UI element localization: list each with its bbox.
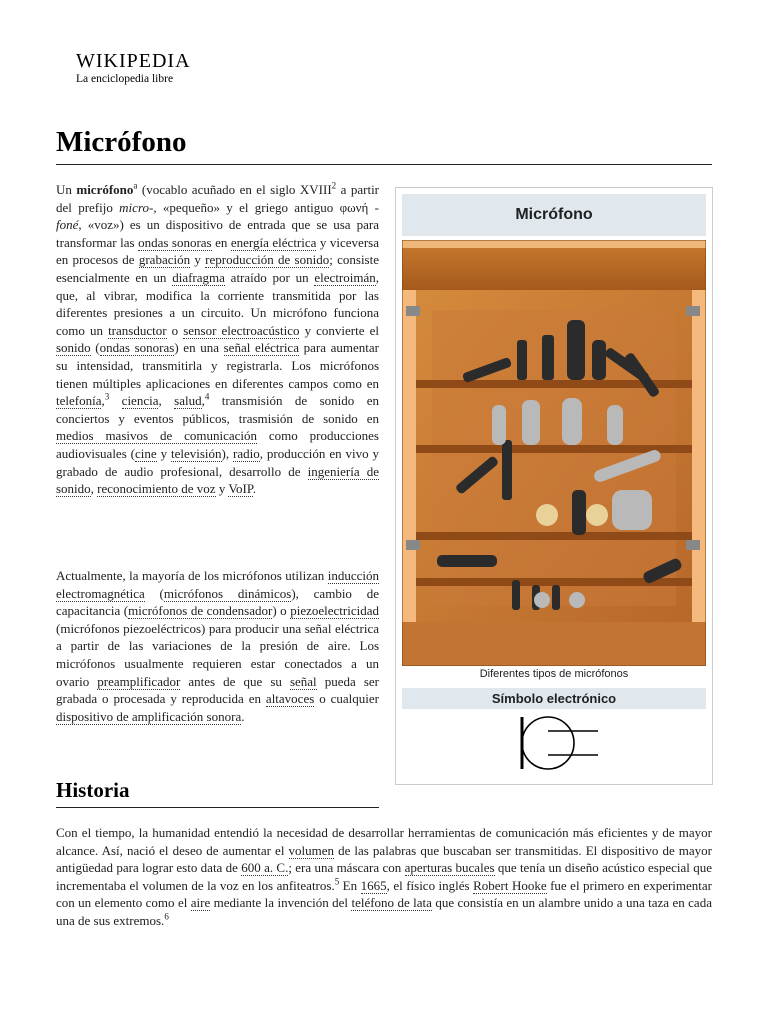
text-run: como producciones audiovisuales ( xyxy=(56,428,379,461)
article-link[interactable]: ciencia xyxy=(121,393,159,409)
article-link[interactable]: teléfono de lata xyxy=(351,895,432,911)
article-link[interactable]: aire xyxy=(190,895,211,911)
text-run: ; consiste esencialmente en un xyxy=(56,252,379,285)
text-run: o xyxy=(166,322,184,338)
infobox xyxy=(395,187,713,785)
article-link[interactable]: 1665 xyxy=(360,877,387,893)
article-link[interactable]: señal eléctrica xyxy=(223,340,299,356)
text-run: , xyxy=(90,481,98,497)
reference-marker[interactable]: 6 xyxy=(164,911,169,922)
text-run: Actualmente, la mayoría de los micrófonos utilizan xyxy=(56,568,328,583)
article-link[interactable]: micrófonos dinámicos xyxy=(163,585,292,601)
article-link[interactable]: televisión xyxy=(171,445,222,461)
article-link[interactable]: reconocimiento de voz xyxy=(97,481,216,497)
text-run: , el físico inglés xyxy=(386,877,474,893)
article-link[interactable]: radio xyxy=(233,445,260,461)
article-link[interactable]: señal xyxy=(289,673,317,689)
article-link[interactable]: sensor electroacústico xyxy=(183,322,300,338)
article-link[interactable]: telefonía xyxy=(56,393,102,409)
reference-marker[interactable]: 5 xyxy=(334,876,340,887)
article-link[interactable]: altavoces xyxy=(265,691,315,707)
text-run: , que, al vibrar, modifica la corriente transmitida por las diferentes presiones a un circuito. Un micrófono funciona como un xyxy=(56,269,379,338)
article-link[interactable]: medios masivos de comunicación xyxy=(56,428,258,444)
text-run: mediante la invención del xyxy=(210,895,352,911)
text-run: . xyxy=(241,708,245,724)
reference-marker[interactable]: 4 xyxy=(204,391,210,402)
image-caption: Diferentes tipos de micrófonos xyxy=(479,668,629,680)
microphones-photo-illustration xyxy=(402,240,706,666)
text-run: para aumentar su intensidad, transmitirla y registrarla. Los micrófonos tienen múltiples aplicaciones en diferentes campos como en xyxy=(56,340,379,391)
text-run: pueda ser grabada o procesada y reproducida en xyxy=(56,673,380,707)
article-link[interactable]: Robert Hooke xyxy=(473,877,547,893)
intro-paragraph-1 xyxy=(56,181,379,498)
article-link[interactable]: reproducción de sonido xyxy=(205,252,330,268)
article-link[interactable]: ondas sonoras xyxy=(138,234,212,250)
article-link[interactable]: volumen xyxy=(288,842,335,858)
article-link[interactable]: diafragma xyxy=(172,269,225,285)
text-run: a partir del prefijo xyxy=(56,182,380,215)
bold-term: micrófono xyxy=(76,182,134,197)
text-run: (vocablo acuñado en el siglo xyxy=(137,182,300,197)
text-run: fue el primero en experimentar con un elemento como el xyxy=(56,877,712,911)
reference-marker[interactable]: 3 xyxy=(104,391,110,402)
article-link[interactable]: VoIP xyxy=(228,481,253,497)
infobox-title: Micrófono xyxy=(402,194,706,236)
text-run: que consistía en un alambre unido a una taza en cada una de sus extremos. xyxy=(56,895,712,928)
text-run: XVIII xyxy=(299,182,332,197)
text-run: antes de que su xyxy=(180,673,290,689)
text-run: y xyxy=(156,445,171,461)
text-run: ), cambio de capacitancia ( xyxy=(56,585,379,619)
text-run: ( xyxy=(144,585,164,601)
infobox-subheading: Símbolo electrónico xyxy=(402,688,706,709)
italic-term: micro- xyxy=(119,199,154,215)
historia-paragraph xyxy=(56,824,712,930)
text-run: , xyxy=(201,393,205,409)
article-link[interactable]: energía eléctrica xyxy=(230,234,317,250)
text-run: atraído por un xyxy=(224,269,315,285)
text-run xyxy=(109,393,121,408)
article-link[interactable]: transductor xyxy=(108,322,167,338)
text-run: y xyxy=(190,252,206,268)
section-heading-historia: Historia xyxy=(56,778,130,802)
text-run: , xyxy=(158,393,175,409)
page-title: Micrófono xyxy=(56,126,187,158)
text-run: En xyxy=(339,877,361,893)
reference-marker[interactable]: a xyxy=(133,180,138,191)
microphones-cabinet-image[interactable] xyxy=(402,240,706,666)
article-link[interactable]: grabación xyxy=(138,252,191,268)
text-run: ( xyxy=(90,340,100,356)
text-run: en xyxy=(211,234,231,250)
wikipedia-logo[interactable] xyxy=(76,51,191,85)
article-link[interactable]: salud xyxy=(174,393,202,409)
text-run: y viceversa en procesos de xyxy=(56,234,379,268)
section-divider xyxy=(56,807,379,808)
text-run: (micrófonos piezoeléctricos) para producir una señal eléctrica a partir de las variaciones de la presión de aire. Los micrófonos usualmente requieren estar conectados a un ovario xyxy=(56,620,379,689)
italic-term: foné xyxy=(56,217,79,233)
text-run: o cualquier xyxy=(314,691,379,707)
text-run: , xyxy=(101,393,105,409)
article-link[interactable]: ingeniería de sonido xyxy=(56,463,379,497)
text-run: Un xyxy=(56,182,77,197)
article-link[interactable]: ondas sonoras xyxy=(99,340,175,356)
text-run: , producción en vivo y grabado de audio profesional, desarrollo de xyxy=(56,445,380,479)
article-link[interactable]: micrófonos de condensador xyxy=(128,603,273,619)
article-link[interactable]: piezoelectricidad xyxy=(290,603,379,619)
logo-tagline: La enciclopedia libre xyxy=(76,73,174,85)
text-run: de las palabras que buscaban ser transmitidas. El dispositivo de mayor antigüedad para lograr esto data de xyxy=(56,842,712,876)
text-run: Con el tiempo, la humanidad entendió la necesidad de desarrollar herramientas de comunicación más eficientes y de mayor alcance. Así, nació el deseo de aumentar el xyxy=(56,825,712,858)
logo-wordmark: WIKIPEDIA xyxy=(76,50,191,72)
article-link[interactable]: cine xyxy=(135,445,157,461)
article-link[interactable]: aperturas bucales xyxy=(404,860,495,876)
text-run: transmisión de sonido en conciertos y eventos públicos, trasmisión de sonido en xyxy=(56,393,379,426)
article-link[interactable]: dispositivo de amplificación sonora xyxy=(56,708,242,724)
article-link[interactable]: electroimán xyxy=(314,269,376,285)
text-run: ) en una xyxy=(174,340,224,356)
text-run: y convierte el xyxy=(299,322,379,338)
article-link[interactable]: 600 a. C. xyxy=(241,860,289,876)
intro-paragraph-2 xyxy=(56,567,379,725)
text-run: y xyxy=(215,481,229,497)
article-link[interactable]: sonido xyxy=(56,340,91,356)
text-run: ), xyxy=(221,445,234,461)
text-run: , «voz») es un dispositivo de entrada que se usa para transformar las xyxy=(56,217,379,250)
article-link[interactable]: preamplificador xyxy=(97,673,181,689)
text-run: , «pequeño» y el griego antiguo φωνή - xyxy=(153,199,379,215)
article-link[interactable]: inducción electromagnética xyxy=(56,568,379,601)
text-run: . xyxy=(252,481,256,497)
text-run: ) o xyxy=(272,603,291,619)
text-run: que tenía un diseño acústico especial que incrementaba el volumen de la voz en los anfiteatros. xyxy=(56,860,712,893)
title-divider xyxy=(56,164,712,165)
microphone-symbol-icon[interactable] xyxy=(506,713,606,773)
text-run: ; era una máscara con xyxy=(288,860,405,876)
reference-marker[interactable]: 2 xyxy=(331,180,337,191)
